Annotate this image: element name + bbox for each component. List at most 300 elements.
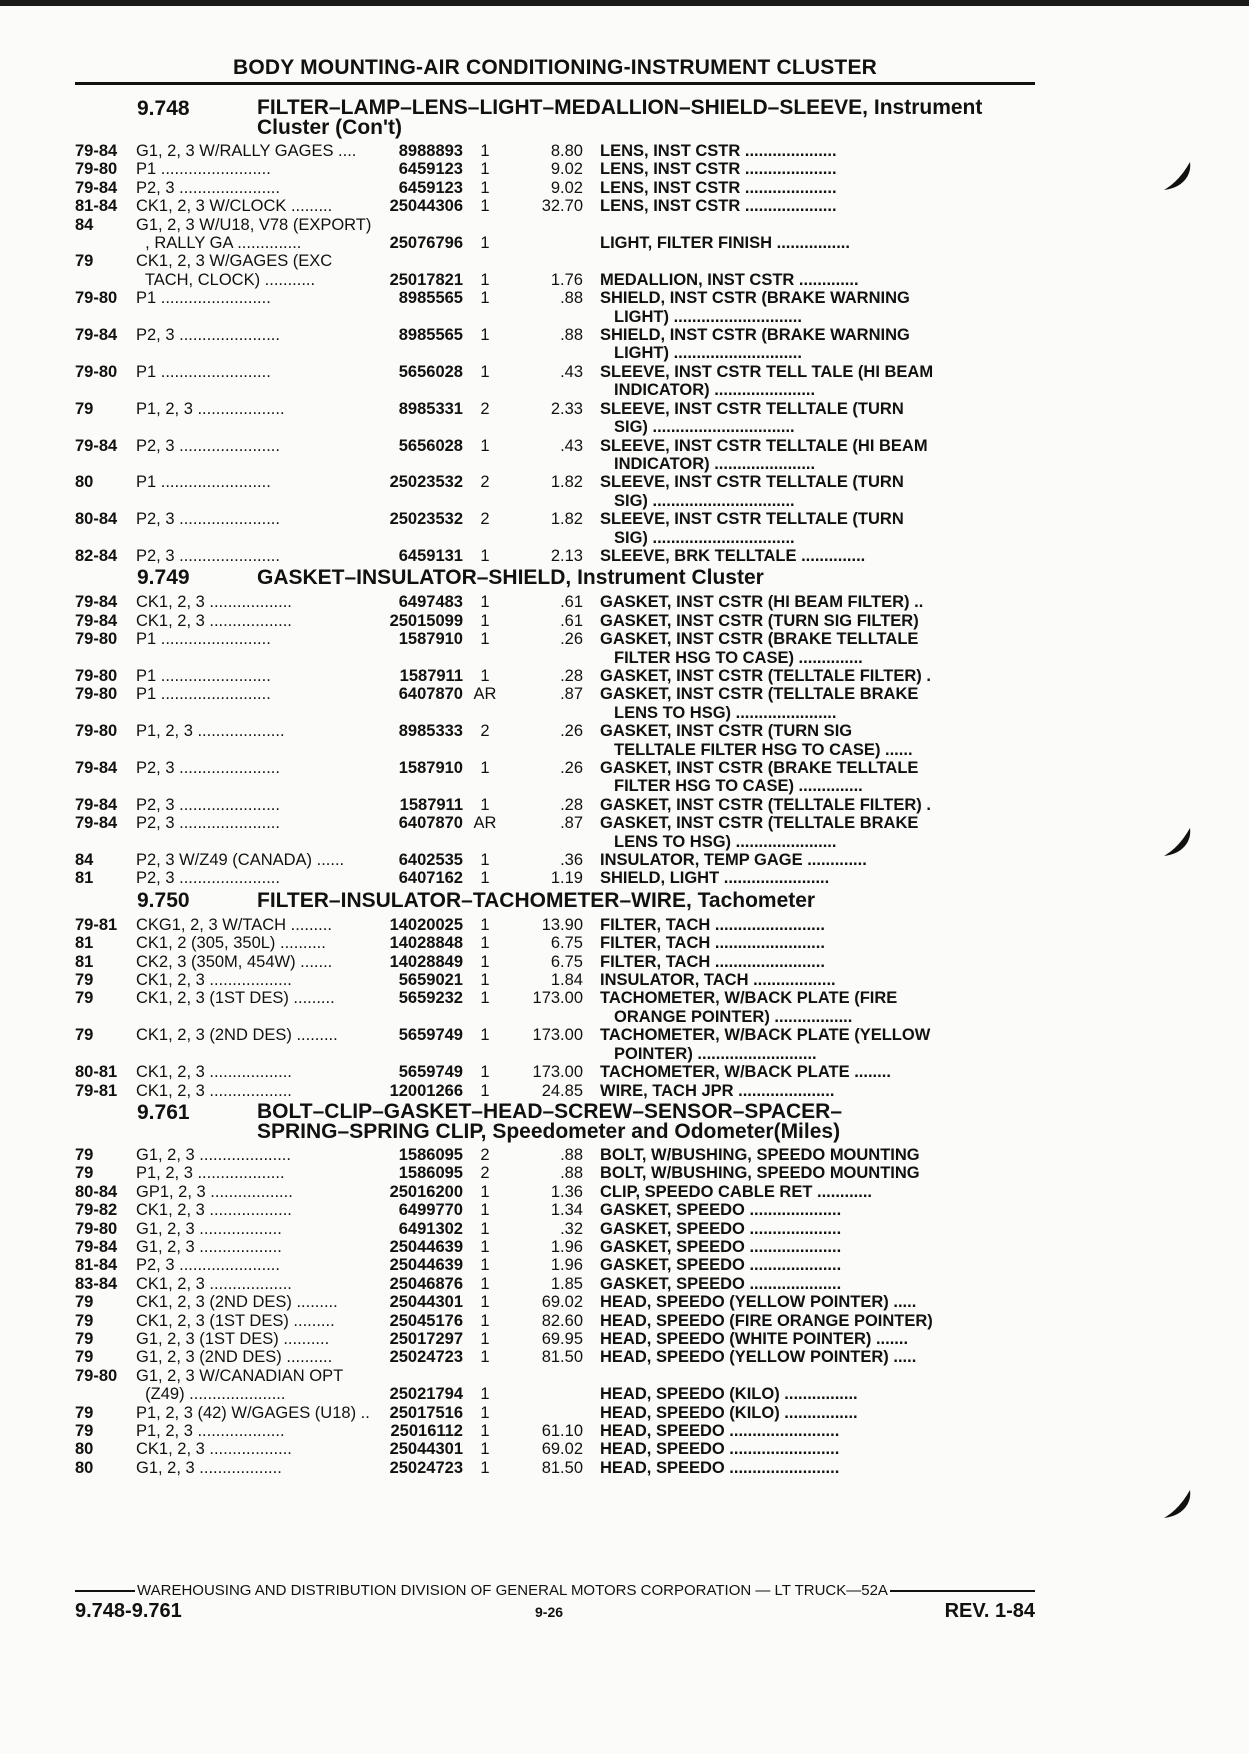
parts-row [75, 759, 1035, 796]
part-number: 5659232 [398, 989, 463, 1008]
description-line [600, 1220, 841, 1238]
model-years: 81 [75, 869, 94, 888]
price: .61 [560, 593, 583, 612]
part-number: 25024723 [389, 1348, 463, 1367]
price: 6.75 [550, 934, 583, 953]
part-detail: W/BUSHING, SPEEDO MOUNTING [651, 1164, 920, 1183]
description-line [600, 916, 825, 934]
parts-row [75, 1063, 1035, 1081]
description-line [600, 630, 918, 648]
parts-row [75, 473, 1035, 510]
price: 1.36 [550, 1182, 583, 1201]
model-years: 79 [75, 989, 94, 1008]
part-number: 6402535 [398, 851, 463, 870]
part-name: GASKET, [600, 1219, 672, 1238]
catalog-section [75, 1099, 1035, 1477]
quantity: 1 [480, 1311, 490, 1330]
model-years: 81 [75, 952, 94, 971]
part-number: 6407870 [398, 814, 463, 833]
parts-row [75, 271, 1035, 289]
parts-row [75, 1312, 1035, 1330]
part-name: LENS, [600, 160, 649, 179]
part-description [600, 1063, 970, 1081]
model-years: 79-84 [75, 326, 118, 345]
parts-row [75, 989, 1035, 1026]
model-years: 79 [75, 1422, 94, 1440]
parts-row [75, 437, 1035, 474]
binder-hole-mark-icon [1160, 826, 1194, 860]
price [507, 1367, 583, 1385]
part-number [376, 1367, 463, 1385]
part-detail: SPEEDO (KILO) ................ [655, 1385, 858, 1404]
part-number [376, 216, 463, 234]
part-description [600, 437, 970, 474]
parts-row [75, 722, 1035, 759]
quantity: 1 [480, 952, 490, 971]
part-description [600, 1422, 970, 1440]
parts-row [75, 1201, 1035, 1219]
model-years: 80-84 [75, 510, 118, 529]
price [507, 1385, 583, 1403]
footer-rule-right [890, 1590, 1035, 1592]
quantity: 1 [480, 197, 490, 216]
part-number: 6459123 [398, 160, 463, 179]
section-title [257, 890, 1035, 912]
price: 1.96 [550, 1237, 583, 1256]
description-line [600, 1422, 839, 1440]
part-name: TACHOMETER, [600, 1063, 720, 1082]
description-continued: SIG) ............................... [614, 491, 795, 510]
application: CK1, 2, 3 .................. [136, 1201, 292, 1220]
part-name: INSULATOR, [600, 851, 700, 870]
description-line [600, 252, 605, 270]
quantity [463, 1367, 507, 1385]
part-description [600, 814, 970, 851]
parts-row [75, 630, 1035, 667]
part-description [600, 326, 970, 363]
price: 61.10 [541, 1422, 583, 1440]
part-detail: SPEEDO (WHITE POINTER) ....... [655, 1329, 909, 1348]
part-description [600, 1256, 970, 1274]
price: 9.02 [550, 178, 583, 197]
quantity: 1 [480, 1458, 490, 1477]
part-number: 25044306 [389, 197, 463, 216]
part-name: GASKET, [600, 666, 672, 685]
parts-row [75, 1385, 1035, 1403]
part-description [600, 1164, 970, 1182]
quantity: 1 [480, 915, 490, 934]
part-description [600, 160, 970, 178]
application: P2, 3 ...................... [136, 1256, 280, 1275]
part-number: 25046876 [389, 1274, 463, 1293]
quantity: 1 [480, 362, 490, 381]
price: 1.85 [550, 1274, 583, 1293]
description-continued: ORANGE POINTER) ................. [614, 1007, 853, 1026]
price: 81.50 [541, 1458, 583, 1477]
part-description [600, 1440, 970, 1458]
quantity: 1 [480, 178, 490, 197]
description-line [600, 796, 931, 814]
part-description [600, 989, 970, 1026]
description-line [600, 400, 904, 418]
parts-row [75, 814, 1035, 851]
section-heading [75, 1099, 1035, 1143]
parts-row [75, 1440, 1035, 1458]
part-detail: INST CSTR TELLTALE (TURN [674, 473, 904, 492]
description-continued: LIGHT) ............................ [614, 307, 802, 326]
application: P2, 3 ...................... [136, 510, 280, 529]
price: 173.00 [532, 1063, 583, 1082]
part-detail: SPEEDO CABLE RET ............ [644, 1182, 873, 1201]
parts-row [75, 160, 1035, 178]
part-name: FILTER, [600, 915, 662, 934]
application: P1, 2, 3 ................... [136, 1164, 285, 1183]
part-name: SLEEVE, [600, 436, 670, 455]
part-detail: SPEEDO (YELLOW POINTER) ..... [655, 1293, 917, 1312]
section-number: 9.750 [137, 888, 190, 912]
model-years: 79 [75, 1329, 94, 1348]
description-line [600, 1385, 858, 1403]
part-name: CLIP, [600, 1182, 641, 1201]
part-detail: INST CSTR (HI BEAM FILTER) .. [676, 593, 924, 612]
description-line [600, 473, 904, 491]
description-line [600, 759, 918, 777]
application: CK1, 2 (305, 350L) .......... [136, 934, 326, 953]
section-title-continued: SPRING–SPRING CLIP, Speedometer and Odometer(Miles) [257, 1119, 841, 1143]
price: 1.84 [550, 971, 583, 990]
parts-row [75, 1293, 1035, 1311]
price: 2.33 [550, 399, 583, 418]
description-line [600, 1164, 920, 1182]
quantity: AR [473, 685, 497, 704]
part-detail: SPEEDO .................... [676, 1237, 842, 1256]
parts-row [75, 1164, 1035, 1182]
part-number: 1587911 [399, 666, 463, 685]
model-years: 81-84 [75, 197, 118, 216]
part-name: HEAD, [600, 1385, 652, 1404]
part-detail: INST CSTR .................... [653, 142, 837, 160]
part-detail: SPEEDO ........................ [655, 1422, 840, 1440]
part-detail: SPEEDO .................... [676, 1201, 842, 1220]
part-description [600, 400, 970, 437]
application: P1 ........................ [136, 289, 271, 308]
description-line [600, 1348, 916, 1366]
description-line [600, 593, 923, 611]
model-years: 80 [75, 473, 94, 492]
part-name: GASKET, [600, 1274, 672, 1293]
part-detail: W/BUSHING, SPEEDO MOUNTING [651, 1145, 920, 1164]
model-years: 79-84 [75, 814, 118, 833]
part-number: 6407870 [398, 685, 463, 704]
parts-row [75, 1330, 1035, 1348]
part-name: TACHOMETER, [600, 1026, 720, 1045]
quantity: 2 [480, 510, 490, 529]
part-name: HEAD, [600, 1311, 652, 1330]
part-description [600, 1026, 970, 1063]
application: P1 ........................ [136, 685, 271, 704]
application: CK1, 2, 3 .................. [136, 1063, 292, 1082]
quantity: 1 [480, 1440, 490, 1459]
model-years: 79-84 [75, 178, 118, 197]
part-name: SLEEVE, [600, 473, 670, 492]
part-name: HEAD, [600, 1403, 652, 1422]
parts-row [75, 1275, 1035, 1293]
application: G1, 2, 3 W/U18, V78 (EXPORT) [136, 215, 372, 234]
part-number: 6499770 [398, 1201, 463, 1220]
description-line [600, 1183, 872, 1201]
part-detail: INST CSTR .................... [653, 197, 837, 216]
description-continued: SIG) ............................... [614, 418, 795, 437]
part-number: 12001266 [389, 1081, 463, 1100]
application: GP1, 2, 3 .................. [136, 1182, 293, 1201]
part-name: GASKET, [600, 795, 672, 814]
part-name: GASKET, [600, 611, 672, 630]
parts-row [75, 363, 1035, 400]
part-description [600, 612, 970, 630]
quantity: 1 [480, 666, 490, 685]
model-years: 80 [75, 1440, 94, 1459]
description-line [600, 326, 910, 344]
part-number: 8985565 [398, 289, 463, 308]
parts-catalog-content [75, 96, 1035, 1477]
part-detail: W/BACK PLATE (FIRE [724, 989, 898, 1008]
part-description [600, 547, 970, 565]
part-name: GASKET, [600, 593, 672, 612]
price: 8.80 [550, 142, 583, 160]
model-years: 80-81 [75, 1063, 118, 1082]
part-detail: INST CSTR .................... [653, 178, 837, 197]
quantity: 1 [480, 611, 490, 630]
part-detail: W/BACK PLATE ........ [724, 1063, 891, 1082]
description-continued: FILTER HSG TO CASE) .............. [614, 777, 863, 796]
description-continued: SIG) ............................... [614, 528, 795, 547]
part-number: 6407162 [398, 869, 463, 888]
quantity: 1 [480, 593, 490, 612]
part-name: WIRE, [600, 1081, 648, 1100]
application: P2, 3 ...................... [136, 178, 280, 197]
part-number: 1587910 [398, 759, 463, 777]
application: CK1, 2, 3 .................. [136, 1081, 292, 1100]
quantity: 1 [480, 1219, 490, 1238]
quantity: 1 [480, 436, 490, 455]
part-detail: FILTER FINISH ................ [656, 234, 850, 253]
model-years: 79-81 [75, 1081, 118, 1100]
model-years: 79-80 [75, 722, 118, 741]
footer [75, 1600, 1035, 1624]
quantity: 2 [480, 1164, 490, 1183]
part-number: 1586095 [398, 1145, 463, 1164]
part-number: 25023532 [389, 473, 463, 492]
application: (Z49) ..................... [136, 1385, 286, 1404]
part-description [600, 1293, 970, 1311]
part-detail: INST CSTR .................... [653, 160, 837, 179]
part-detail: SPEEDO .................... [676, 1274, 842, 1293]
description-line [600, 869, 829, 887]
application: CK1, 2, 3 .................. [136, 971, 292, 990]
application: P1, 2, 3 (42) W/GAGES (U18) .. [136, 1403, 370, 1422]
application: CK1, 2, 3 (1ST DES) ......... [136, 1311, 335, 1330]
parts-row [75, 252, 1035, 270]
quantity: 1 [480, 869, 490, 888]
price: 13.90 [541, 915, 583, 934]
price: .88 [560, 326, 583, 345]
quantity: 1 [480, 1026, 490, 1045]
description-line [600, 234, 850, 252]
quantity [463, 252, 507, 270]
part-number: 5656028 [398, 436, 463, 455]
part-description [600, 1385, 970, 1403]
part-detail: TACH .................. [703, 971, 836, 990]
part-name: GASKET, [600, 685, 672, 704]
part-number: 25023532 [389, 510, 463, 529]
part-description [600, 1459, 970, 1477]
parts-row [75, 953, 1035, 971]
model-years: 79-80 [75, 362, 118, 381]
description-line [600, 953, 825, 971]
model-years: 84 [75, 851, 94, 870]
footer-section-range: 9.748-9.761 [75, 1600, 182, 1622]
description-continued: TELLTALE FILTER HSG TO CASE) ...... [614, 740, 913, 759]
application: G1, 2, 3 .................. [136, 1458, 282, 1477]
part-number: 6459123 [398, 178, 463, 197]
price: 69.02 [541, 1293, 583, 1312]
model-years: 79-80 [75, 1219, 118, 1238]
quantity [463, 216, 507, 234]
description-line [600, 1238, 841, 1256]
part-detail: INST CSTR TELLTALE (TURN [674, 510, 904, 529]
part-description [600, 1404, 970, 1422]
part-name: GASKET, [600, 1256, 672, 1275]
part-number: 1587911 [399, 795, 463, 814]
parts-row [75, 971, 1035, 989]
application: G1, 2, 3 .................. [136, 1219, 282, 1238]
application: P1 ........................ [136, 473, 271, 492]
parts-row [75, 547, 1035, 565]
part-description [600, 473, 970, 510]
part-description [600, 1312, 970, 1330]
part-description [600, 630, 970, 667]
part-number: 5659749 [398, 1026, 463, 1045]
price: 82.60 [541, 1311, 583, 1330]
section-number: 9.749 [137, 566, 190, 590]
part-detail: INST CSTR (BRAKE WARNING [669, 326, 910, 345]
quantity: 1 [480, 1385, 490, 1404]
application: CK1, 2, 3 (1ST DES) ......... [136, 989, 335, 1008]
model-years [75, 234, 136, 252]
quantity: 1 [480, 234, 490, 253]
application: G1, 2, 3 W/CANADIAN OPT [136, 1366, 344, 1385]
price: 32.70 [541, 197, 583, 216]
part-number: 25044639 [389, 1256, 463, 1275]
price: 1.96 [550, 1256, 583, 1275]
description-line [600, 510, 904, 528]
part-name: GASKET, [600, 1237, 672, 1256]
part-number: 25076796 [389, 234, 463, 253]
part-name: FILTER, [600, 934, 662, 953]
part-name: GASKET, [600, 722, 672, 741]
parts-row [75, 593, 1035, 611]
part-name: GASKET, [600, 759, 672, 777]
parts-row [75, 869, 1035, 887]
part-detail: SPEEDO (KILO) ................ [655, 1403, 858, 1422]
quantity: AR [473, 814, 497, 833]
description-line [600, 934, 825, 952]
part-number: 5656028 [398, 362, 463, 381]
section-number: 9.748 [137, 97, 190, 120]
part-number: 5659021 [398, 971, 463, 990]
model-years: 79-80 [75, 1366, 118, 1385]
description-continued: INDICATOR) ...................... [614, 454, 816, 473]
part-name: SHIELD, [600, 869, 666, 888]
description-line [600, 142, 837, 160]
binder-hole-mark-icon [1160, 160, 1194, 194]
part-detail: INST CSTR TELLTALE (HI BEAM [674, 436, 928, 455]
part-name: GASKET, [600, 630, 672, 649]
parts-row [75, 1348, 1035, 1366]
price: .43 [560, 436, 583, 455]
part-description [600, 916, 970, 934]
model-years: 79-80 [75, 289, 118, 308]
application: P1 ........................ [136, 362, 271, 381]
part-number: 25044639 [389, 1237, 463, 1256]
price: 9.02 [550, 160, 583, 179]
model-years: 79 [75, 1311, 94, 1330]
model-years: 79 [75, 399, 94, 418]
part-detail: TACH ........................ [665, 915, 825, 934]
price: .32 [560, 1219, 583, 1238]
quantity: 1 [480, 989, 490, 1008]
parts-row [75, 916, 1035, 934]
part-detail: INST CSTR (TELLTALE FILTER) . [676, 666, 931, 685]
quantity: 1 [480, 1182, 490, 1201]
part-description [600, 851, 970, 869]
part-number: 25016112 [390, 1422, 463, 1440]
application: P2, 3 ...................... [136, 795, 280, 814]
model-years: 79-84 [75, 1237, 118, 1256]
part-description [600, 1348, 970, 1366]
model-years [75, 271, 136, 289]
part-detail: INST CSTR TELL TALE (HI BEAM [674, 362, 934, 381]
price [507, 234, 583, 252]
part-detail: INST CSTR (BRAKE WARNING [669, 289, 910, 308]
model-years: 79-82 [75, 1201, 118, 1220]
quantity: 1 [480, 759, 490, 777]
application: G1, 2, 3 .................. [136, 1237, 282, 1256]
model-years: 79-84 [75, 611, 118, 630]
description-line [600, 160, 837, 178]
section-title-line: BOLT–CLIP–GASKET–HEAD–SCREW–SENSOR–SPACER– [257, 1099, 843, 1123]
parts-row [75, 1256, 1035, 1274]
part-detail: SPEEDO .................... [676, 1219, 842, 1238]
parts-row [75, 1220, 1035, 1238]
quantity: 1 [480, 326, 490, 345]
description-line [600, 289, 910, 307]
part-name: LENS, [600, 178, 649, 197]
part-description [600, 759, 970, 796]
price: .88 [560, 1145, 583, 1164]
part-detail: SPEEDO .................... [676, 1256, 842, 1275]
section-title-line: FILTER–INSULATOR–TACHOMETER–WIRE, Tachometer [257, 888, 816, 912]
part-name: FILTER, [600, 952, 662, 971]
price: 6.75 [550, 952, 583, 971]
parts-row [75, 197, 1035, 215]
part-name: LIGHT, [600, 234, 653, 253]
description-continued: LENS TO HSG) ...................... [614, 832, 837, 851]
part-detail: SPEEDO ........................ [655, 1440, 840, 1459]
application: G1, 2, 3 .................... [136, 1145, 291, 1164]
application: P2, 3 W/Z49 (CANADA) ...... [136, 851, 345, 870]
application: P1, 2, 3 ................... [136, 1422, 285, 1440]
